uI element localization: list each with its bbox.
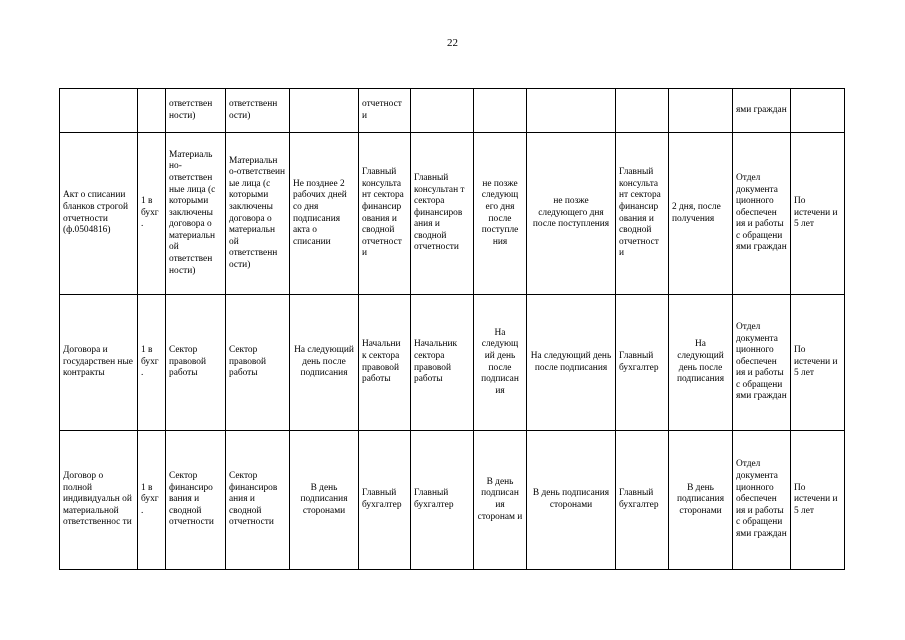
table-cell: Отдел документа ционного обеспечен ия и работы с обращени ями граждан bbox=[733, 133, 791, 295]
document-table bbox=[59, 88, 845, 570]
table-cell: Сектор правовой работы bbox=[226, 295, 290, 431]
table-cell: 1 в бухг . bbox=[138, 295, 166, 431]
table-cell bbox=[474, 89, 527, 133]
table-cell: Отдел документа ционного обеспечен ия и работы с обращени ями граждан bbox=[733, 295, 791, 431]
table-cell: Материаль но-ответствен ные лица (с которыми заключены договора о материальн ой ответствен ности) bbox=[166, 133, 226, 295]
table-cell: не позже следующего дня после поступления bbox=[527, 133, 616, 295]
page-number: 22 bbox=[447, 37, 458, 49]
table-cell: Не позднее 2 рабочих дней со дня подписания акта о списании bbox=[290, 133, 359, 295]
table-cell: 1 в бухг . bbox=[138, 431, 166, 570]
table-cell bbox=[669, 89, 733, 133]
table-cell: В день подписания сторонами bbox=[290, 431, 359, 570]
table-cell: На следующий день после подписания bbox=[290, 295, 359, 431]
table-cell bbox=[60, 89, 138, 133]
table-cell: На следующий день после подписания bbox=[527, 295, 616, 431]
table-cell: Главный бухгалтер bbox=[616, 295, 669, 431]
table-cell: Договора и государствен ные контракты bbox=[60, 295, 138, 431]
table-cell: Главный бухгалтер bbox=[616, 431, 669, 570]
table-cell: Главный консульта нт сектора финансир ования и сводной отчетност и bbox=[616, 133, 669, 295]
table-cell: В день подписан ия сторонам и bbox=[474, 431, 527, 570]
table-cell: По истечени и 5 лет bbox=[791, 133, 845, 295]
table-cell: В день подписания сторонами bbox=[669, 431, 733, 570]
table-cell: ответствен ности) bbox=[166, 89, 226, 133]
table-cell: не позже следующ его дня после поступле ния bbox=[474, 133, 527, 295]
table-cell bbox=[290, 89, 359, 133]
table-cell: На следующ ий день после подписан ия bbox=[474, 295, 527, 431]
table-cell: Сектор финансиро вания и сводной отчетности bbox=[166, 431, 226, 570]
table-cell: Акт о списании бланков строгой отчетности (ф.0504816) bbox=[60, 133, 138, 295]
table-cell: ями граждан bbox=[733, 89, 791, 133]
table-cell: отчетност и bbox=[359, 89, 411, 133]
table-cell: По истечени и 5 лет bbox=[791, 295, 845, 431]
table-cell: В день подписания сторонами bbox=[527, 431, 616, 570]
table-cell bbox=[791, 89, 845, 133]
table-row bbox=[60, 133, 845, 295]
table-cell: Главный бухгалтер bbox=[359, 431, 411, 570]
table-cell: По истечени и 5 лет bbox=[791, 431, 845, 570]
table-cell: Материальн о-ответствеин ые лица (с которыми заключены договора о материальн ой ответственн ости) bbox=[226, 133, 290, 295]
table-cell: Главный бухгалтер bbox=[411, 431, 474, 570]
table-cell: Отдел документа ционного обеспечен ия и работы с обращени ями граждан bbox=[733, 431, 791, 570]
table-cell: 2 дня, после получения bbox=[669, 133, 733, 295]
table-row bbox=[60, 89, 845, 133]
table-cell: Начальни к сектора правовой работы bbox=[359, 295, 411, 431]
table-cell: На следующий день после подписания bbox=[669, 295, 733, 431]
table-row bbox=[60, 431, 845, 570]
table-cell: Главный консульта нт сектора финансир ования и сводной отчетност и bbox=[359, 133, 411, 295]
table-cell bbox=[138, 89, 166, 133]
table-row bbox=[60, 295, 845, 431]
table-cell bbox=[527, 89, 616, 133]
table-cell: Договор о полной индивидуальн ой материальной ответственнос ти bbox=[60, 431, 138, 570]
table-cell: 1 в бухг . bbox=[138, 133, 166, 295]
table-cell bbox=[411, 89, 474, 133]
table-cell bbox=[616, 89, 669, 133]
table-cell: Главный консультан т сектора финансиров ания и сводной отчетности bbox=[411, 133, 474, 295]
table-cell: Сектор финансиров ания и сводной отчетности bbox=[226, 431, 290, 570]
table-cell: Сектор правовой работы bbox=[166, 295, 226, 431]
table-cell: Начальник сектора правовой работы bbox=[411, 295, 474, 431]
table-cell: ответственн ости) bbox=[226, 89, 290, 133]
